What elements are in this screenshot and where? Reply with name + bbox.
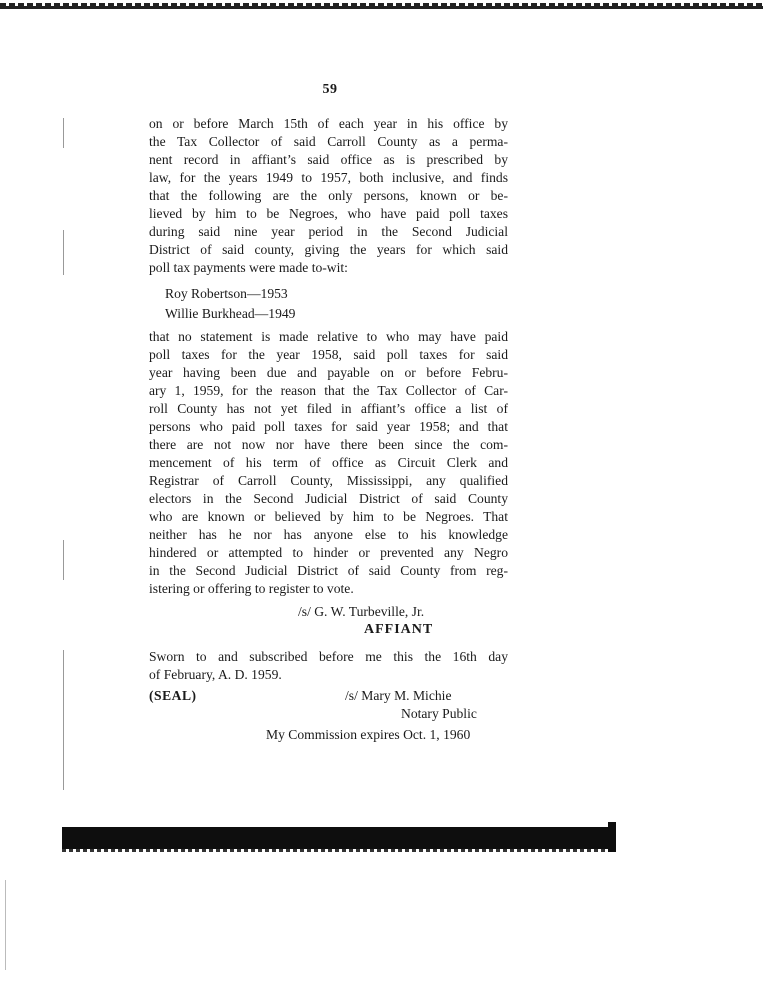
name-entry: Willie Burkhead—1949 (165, 306, 296, 321)
paragraph-affidavit-statement (149, 328, 508, 598)
text-line: hindered or attempted to hinder or prevented any Negro (149, 545, 508, 560)
text-line: persons who paid poll taxes for said year 1958; and that (149, 419, 508, 434)
text-line: istering or offering to register to vote. (149, 581, 354, 596)
text-line: the Tax Collector of said Carroll County as a perma- (149, 134, 508, 149)
text-line: that the following are the only persons, known or be- (149, 188, 508, 203)
notary-signature: /s/ Mary M. Michie (345, 688, 452, 703)
bottom-border-cap (608, 822, 616, 852)
scan-artifact (63, 540, 64, 580)
notary-label: Notary Public (401, 706, 477, 721)
text-line: mencement of his term of office as Circuit Clerk and (149, 455, 508, 470)
names-list (165, 284, 295, 324)
text-line: roll County has not yet filed in affiant’s office a list of (149, 401, 508, 416)
text-line: District of said county, giving the years for which said (149, 242, 508, 257)
affiant-signature: /s/ G. W. Turbeville, Jr. (298, 604, 425, 619)
commission-expiry: My Commission expires Oct. 1, 1960 (266, 727, 471, 742)
text-line: poll tax payments were made to-wit: (149, 260, 348, 275)
text-line: during said nine year period in the Second Judicial (149, 224, 508, 239)
text-line: in the Second Judicial District of said County from reg- (149, 563, 508, 578)
page-number: 59 (322, 82, 338, 97)
name-entry: Roy Robertson—1953 (165, 286, 288, 301)
text-line: that no statement is made relative to who may have paid (149, 329, 508, 344)
text-line: who are known or believed by him to be Negroes. That (149, 509, 508, 524)
seal-label: (SEAL) (149, 688, 197, 703)
text-line: law, for the years 1949 to 1957, both inclusive, and finds (149, 170, 508, 185)
text-line: ary 1, 1959, for the reason that the Tax Collector of Car- (149, 383, 508, 398)
paragraph-affidavit-intro (149, 115, 508, 277)
text-line: of February, A. D. 1959. (149, 667, 282, 682)
text-line: Registrar of Carroll County, Mississippi, any qualified (149, 473, 508, 488)
top-border-solid (0, 6, 763, 9)
bottom-border-bar (62, 827, 612, 849)
text-line: there are not now nor have there been since the com- (149, 437, 508, 452)
text-line: neither has he nor has anyone else to his knowledge (149, 527, 508, 542)
text-line: year having been due and payable on or before Febru- (149, 365, 508, 380)
scan-artifact (63, 650, 64, 790)
affiant-label: AFFIANT (364, 622, 434, 637)
text-line: poll taxes for the year 1958, said poll taxes for said (149, 347, 508, 362)
text-line: on or before March 15th of each year in his office by (149, 116, 508, 131)
scan-artifact (63, 118, 64, 148)
scan-artifact (5, 880, 6, 970)
scan-artifact (63, 230, 64, 275)
text-line: electors in the Second Judicial District of said County (149, 491, 508, 506)
sworn-statement (149, 648, 508, 684)
text-line: lieved by him to be Negroes, who have paid poll taxes (149, 206, 508, 221)
text-line: Sworn to and subscribed before me this the 16th day (149, 649, 508, 664)
text-line: nent record in affiant’s said office as is prescribed by (149, 152, 508, 167)
